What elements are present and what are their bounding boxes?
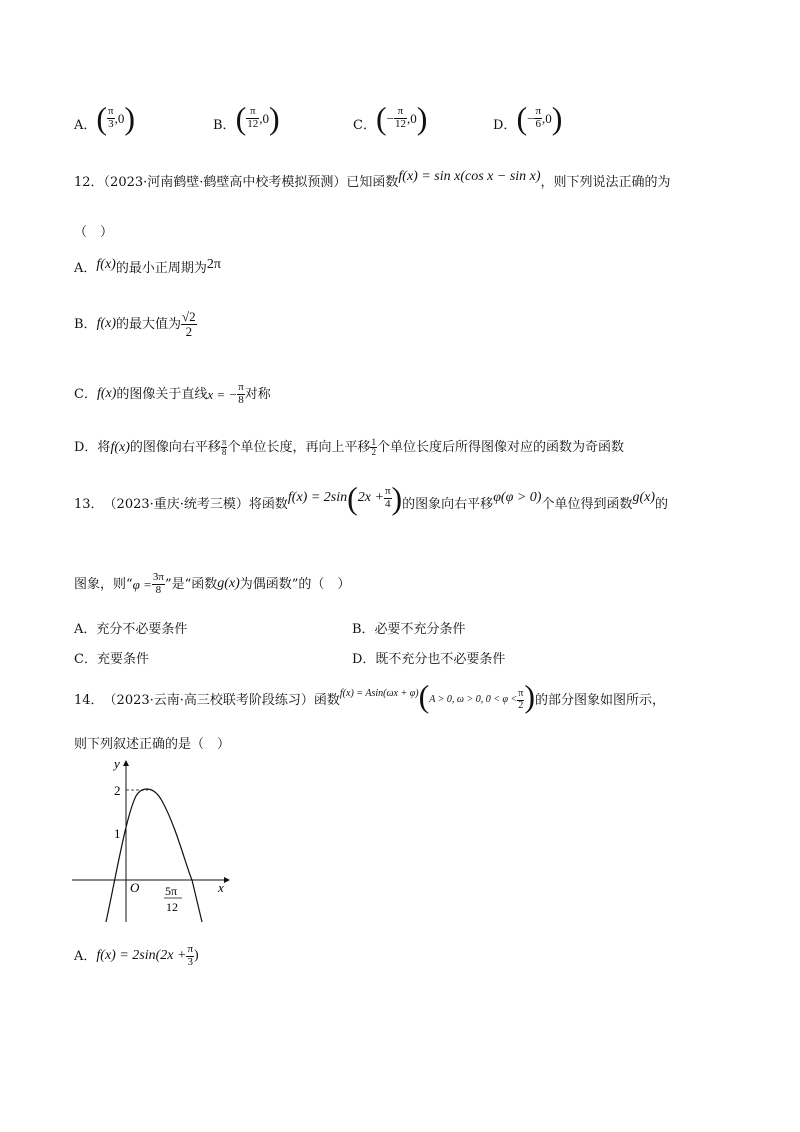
function-formula: f(x) = 2sin bbox=[287, 490, 348, 505]
q12-option-c: C． f(x) 的图像关于直线 x = − $\frac{\pi}{8}$ 对称 bbox=[74, 381, 271, 406]
q12-option-a: A．f(x)的最小正周期为2π bbox=[74, 257, 221, 276]
function-graph bbox=[66, 756, 236, 926]
q11-option-d: D． ( − $\frac{\pi}{6}$ ,0 ) bbox=[493, 100, 563, 136]
q13-option-b: B．必要不充分条件 bbox=[352, 622, 466, 637]
q13-option-d: D．既不充分也不必要条件 bbox=[352, 652, 506, 667]
tick-x-num: 5π bbox=[165, 884, 178, 898]
q14-stem: 14． （2023·云南·高三校联考阶段练习）函数 f(x) = Asin(ωx + φ) ( A > 0, ω > 0, 0 < φ < $\frac{\pi}{2}$ ) 的部分图象如图所示， bbox=[74, 678, 665, 714]
tick-y1: 1 bbox=[114, 826, 121, 841]
question-number: 14． bbox=[74, 692, 104, 708]
q12-blank: （ ） bbox=[74, 225, 114, 240]
question-number: 12． bbox=[74, 175, 104, 190]
q13-option-a: A．充分不必要条件 bbox=[74, 622, 188, 637]
q12-option-d: D．将 f(x) 的图像向右平移 $\frac{\pi}{8}$ 个单位长度，再向上平移 $\frac{1}{2}$ 个单位长度后所得图像对应的函数为奇函数 bbox=[74, 437, 624, 458]
question-source: （2023·重庆·统考三模）将函数 bbox=[103, 496, 288, 512]
q11-option-a: A． ( $\frac{\pi}{3}$ ,0 ) bbox=[74, 100, 136, 136]
question-number: 13． bbox=[74, 496, 104, 512]
y-axis-label: y bbox=[114, 756, 120, 771]
q13-stem: 13． （2023·重庆·统考三模）将函数 f(x) = 2sin ( 2x + $\frac{\pi}{4}$ ) 的图象向右平移 φ(φ > 0) 个单位得到函数 g(x) 的 bbox=[74, 480, 669, 516]
sine-curve bbox=[106, 789, 202, 922]
x-axis-arrow bbox=[224, 877, 230, 883]
y-axis-arrow bbox=[123, 760, 129, 766]
function-formula: f(x) = Asin(ωx + φ) bbox=[339, 688, 419, 699]
q14-option-a: A． f(x) = 2sin(2x + $\frac{\pi}{3}$ ) bbox=[74, 943, 199, 968]
origin-label: O bbox=[130, 880, 140, 895]
q12-stem: 12．（2023·河南鹤壁·鹤壁高中校考模拟预测）已知函数f(x) = sin x(cos x − sin x)，则下列说法正确的为 bbox=[74, 169, 671, 190]
tick-x-den: 12 bbox=[166, 900, 178, 914]
q12-option-b: B． f(x) 的最大值为 $\frac{√2}{2}$ bbox=[74, 309, 196, 339]
q11-option-b: B． ( $\frac{\pi}{12}$ ,0 ) bbox=[213, 100, 280, 136]
q13-option-c: C．充要条件 bbox=[74, 652, 149, 667]
q13-stem-line2: 图象，则“ φ = $\frac{3\pi}{8}$ ”是“函数 g(x) 为偶函数”的（ ） bbox=[74, 571, 351, 596]
function-formula: f(x) = sin x(cos x − sin x) bbox=[398, 169, 541, 184]
x-axis-label: x bbox=[218, 880, 224, 895]
question-source: （2023·云南·高三校联考阶段练习）函数 bbox=[103, 692, 340, 708]
q14-stem-line2: 则下列叙述正确的是（ ） bbox=[74, 737, 231, 752]
tick-y2: 2 bbox=[114, 783, 121, 798]
q11-option-c: C． ( − $\frac{\pi}{12}$ ,0 ) bbox=[353, 100, 428, 136]
question-source: （2023·河南鹤壁·鹤壁高中校考模拟预测）已知函数 bbox=[103, 175, 399, 190]
